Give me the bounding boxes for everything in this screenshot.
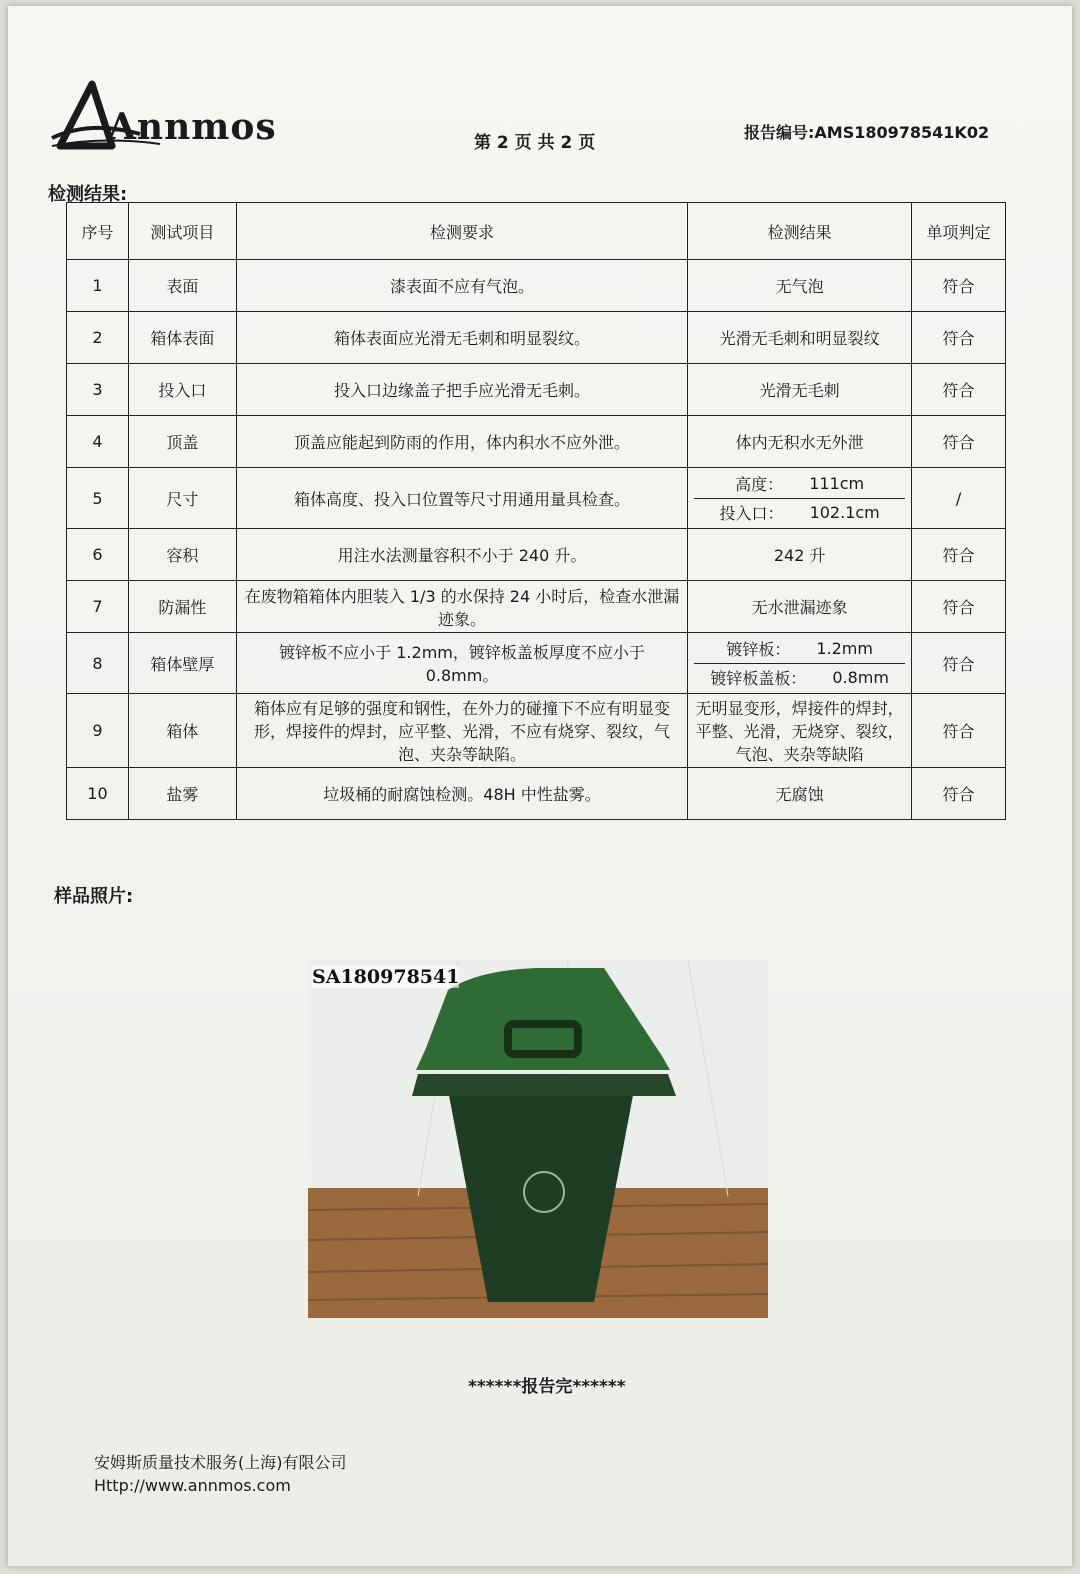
column-header: 序号 [67, 203, 129, 260]
verdict: 符合 [912, 364, 1006, 416]
test-result: 光滑无毛刺和明显裂纹 [688, 312, 912, 364]
table-row [67, 468, 1006, 529]
verdict: 符合 [912, 416, 1006, 468]
test-result: 无明显变形，焊接件的焊封，平整、光滑，无烧穿、裂纹，气泡、夹杂等缺陷 [688, 694, 912, 768]
table-row [67, 694, 1006, 768]
result-value: 102.1cm [809, 502, 880, 522]
test-result: 体内无积水无外泄 [688, 416, 912, 468]
requirement: 顶盖应能起到防雨的作用，体内积水不应外泄。 [236, 416, 687, 468]
verdict: / [912, 468, 1006, 529]
sample-id-label: SA180978541 [312, 966, 460, 988]
row-number: 1 [67, 260, 129, 312]
report-number: 报告编号:AMS180978541K02 [744, 123, 990, 142]
sample-photo-title: 样品照片: [54, 886, 134, 907]
logo-text: Annmos [108, 106, 277, 148]
column-header: 测试项目 [128, 203, 236, 260]
waste-bin-illustration [308, 960, 768, 1318]
result-label: 镀锌板盖板： [710, 668, 807, 688]
row-number: 5 [67, 468, 129, 529]
table-row [67, 633, 1006, 694]
test-item: 尺寸 [128, 468, 236, 529]
result-line-cover [694, 663, 905, 692]
results-table [66, 202, 1006, 820]
footer-url: Http://www.annmos.com [94, 1476, 291, 1495]
requirement: 箱体表面应光滑无毛刺和明显裂纹。 [236, 312, 687, 364]
page-indicator: 第 2 页 共 2 页 [474, 133, 596, 153]
verdict: 符合 [912, 633, 1006, 694]
table-header-row [67, 203, 1006, 260]
row-number: 7 [67, 581, 129, 633]
requirement: 垃圾桶的耐腐蚀检测。48H 中性盐雾。 [236, 768, 687, 820]
test-result: 无气泡 [688, 260, 912, 312]
requirement: 箱体应有足够的强度和钢性，在外力的碰撞下不应有明显变形，焊接件的焊封，应平整、光滑，不应有烧穿、裂纹，气泡、夹杂等缺陷。 [236, 694, 687, 768]
column-header: 检测结果 [688, 203, 912, 260]
test-item: 箱体表面 [128, 312, 236, 364]
verdict: 符合 [912, 312, 1006, 364]
report-end-mark: ******报告完****** [468, 1377, 626, 1397]
test-item: 箱体 [128, 694, 236, 768]
row-number: 8 [67, 633, 129, 694]
test-item: 箱体壁厚 [128, 633, 236, 694]
verdict: 符合 [912, 260, 1006, 312]
requirement: 镀锌板不应小于 1.2mm，镀锌板盖板厚度不应小于 0.8mm。 [236, 633, 687, 694]
result-label: 投入口： [719, 503, 784, 523]
test-result [688, 468, 912, 529]
result-value: 0.8mm [832, 667, 889, 687]
test-item: 容积 [128, 529, 236, 581]
table-row [67, 312, 1006, 364]
verdict: 符合 [912, 768, 1006, 820]
verdict: 符合 [912, 529, 1006, 581]
report-page [8, 6, 1072, 1566]
requirement: 箱体高度、投入口位置等尺寸用通用量具检查。 [236, 468, 687, 529]
test-result: 242 升 [688, 529, 912, 581]
table-row [67, 768, 1006, 820]
results-title: 检测结果: [48, 184, 128, 205]
result-line-height [694, 470, 905, 498]
requirement: 用注水法测量容积不小于 240 升。 [236, 529, 687, 581]
test-item: 表面 [128, 260, 236, 312]
row-number: 4 [67, 416, 129, 468]
column-header: 检测要求 [236, 203, 687, 260]
test-result: 无水泄漏迹象 [688, 581, 912, 633]
row-number: 10 [67, 768, 129, 820]
test-result: 光滑无毛刺 [688, 364, 912, 416]
table-row [67, 416, 1006, 468]
test-item: 投入口 [128, 364, 236, 416]
test-item: 盐雾 [128, 768, 236, 820]
result-label: 镀锌板： [726, 640, 791, 660]
row-number: 3 [67, 364, 129, 416]
report-header [8, 6, 1072, 166]
table-row [67, 581, 1006, 633]
result-value: 111cm [809, 474, 865, 494]
requirement: 投入口边缘盖子把手应光滑无毛刺。 [236, 364, 687, 416]
footer-company: 安姆斯质量技术服务(上海)有限公司 [94, 1453, 347, 1472]
test-item: 防漏性 [128, 581, 236, 633]
requirement: 漆表面不应有气泡。 [236, 260, 687, 312]
table-row [67, 260, 1006, 312]
result-value: 1.2mm [816, 639, 873, 659]
table-row [67, 364, 1006, 416]
requirement: 在废物箱箱体内胆装入 1/3 的水保持 24 小时后，检查水泄漏迹象。 [236, 581, 687, 633]
result-line-inlet [694, 498, 905, 527]
row-number: 9 [67, 694, 129, 768]
row-number: 6 [67, 529, 129, 581]
result-label: 高度： [735, 475, 784, 495]
table-row [67, 529, 1006, 581]
verdict: 符合 [912, 581, 1006, 633]
sample-photo [308, 960, 768, 1318]
test-result [688, 633, 912, 694]
test-result: 无腐蚀 [688, 768, 912, 820]
row-number: 2 [67, 312, 129, 364]
verdict: 符合 [912, 694, 1006, 768]
result-line-panel [694, 635, 905, 663]
test-item: 顶盖 [128, 416, 236, 468]
column-header: 单项判定 [912, 203, 1006, 260]
